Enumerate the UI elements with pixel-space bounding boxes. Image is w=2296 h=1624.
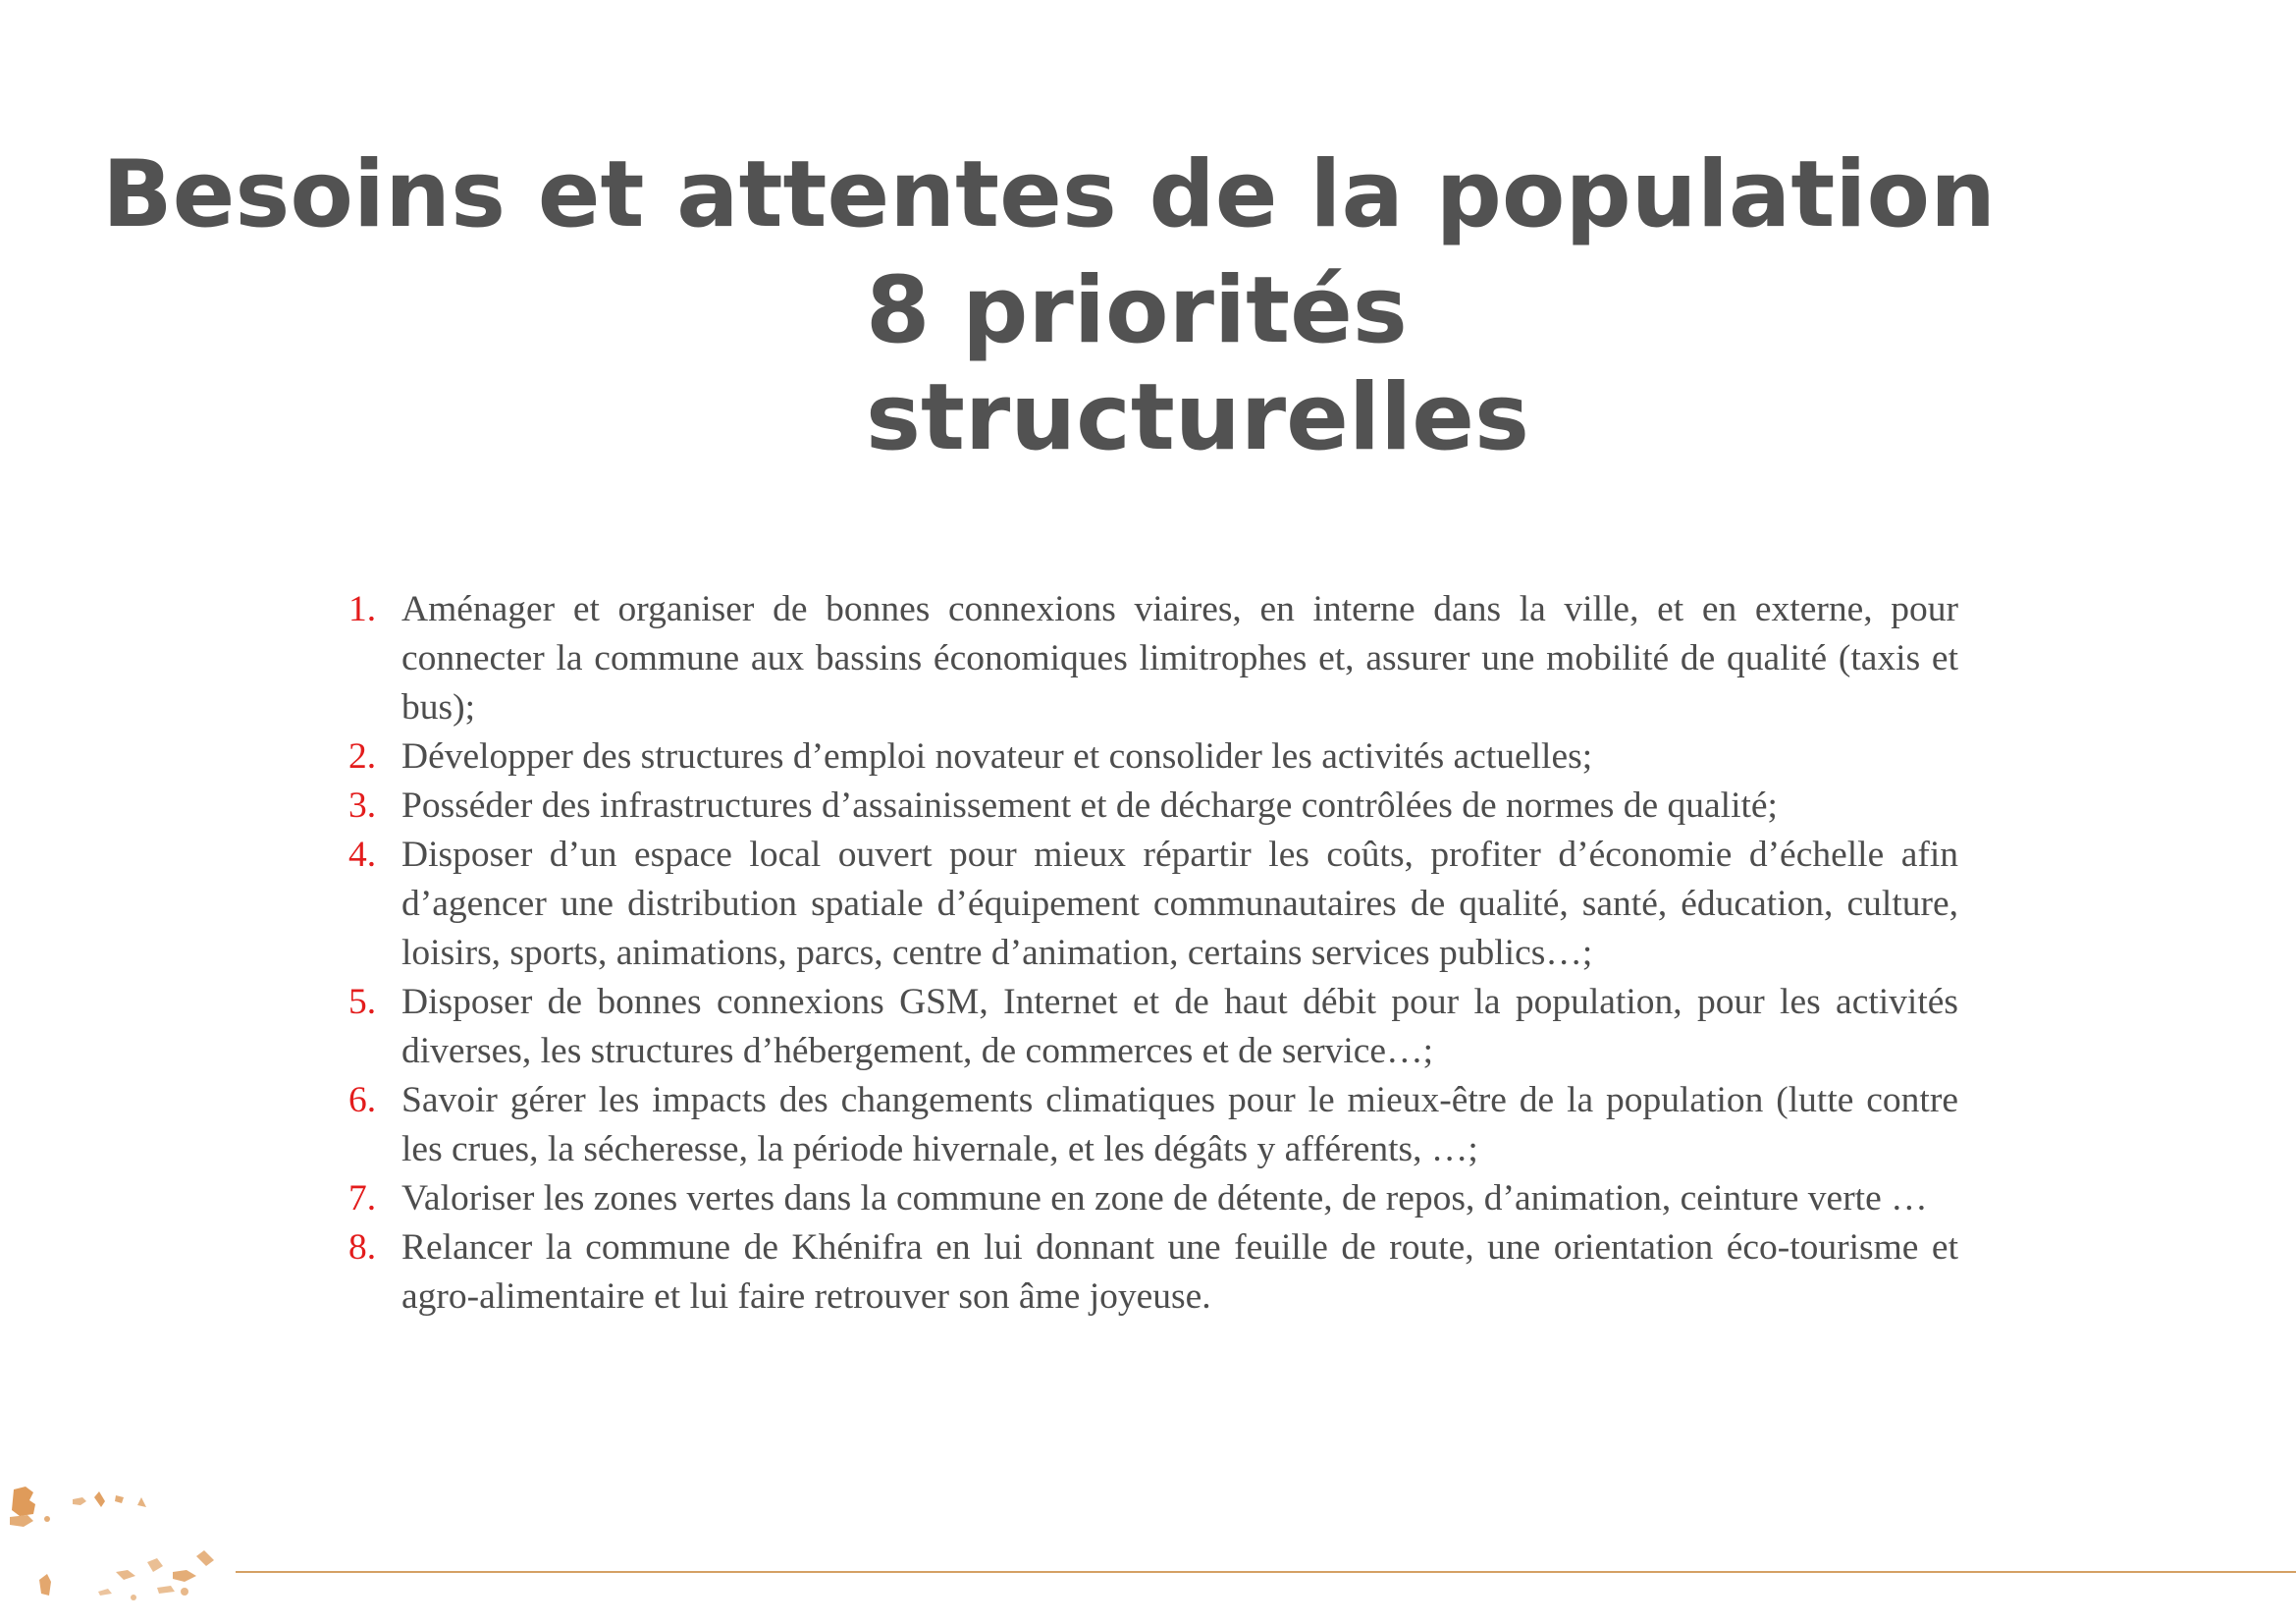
priority-number: 5. bbox=[348, 982, 377, 1022]
priority-text: Développer des structures d’emploi novateur et consolider les activités actuelles; bbox=[401, 736, 1593, 777]
priority-text: Disposer de bonnes connexions GSM, Internet et de haut débit pour la population, pour les activités diverses, les structures d’hébergement, de commerces et de service…; bbox=[401, 982, 1958, 1071]
priority-item-5 bbox=[348, 978, 1958, 1076]
title-line-2: 8 priorités bbox=[866, 257, 1408, 364]
priority-list bbox=[348, 585, 1958, 1322]
priority-number: 4. bbox=[348, 835, 377, 875]
priority-text: Posséder des infrastructures d’assainissement et de décharge contrôlées de normes de qualité; bbox=[401, 785, 1778, 826]
priority-text: Relancer la commune de Khénifra en lui donnant une feuille de route, une orientation éco-tourisme et agro-alimentaire et lui faire retrouver son âme joyeuse. bbox=[401, 1227, 1958, 1317]
priority-text: Savoir gérer les impacts des changements climatiques pour le mieux-être de la population (lutte contre les crues, la sécheresse, la période hivernale, et les dégâts y afférents, …; bbox=[401, 1080, 1958, 1169]
footer-divider bbox=[236, 1571, 2296, 1573]
priority-item-8 bbox=[348, 1223, 1958, 1322]
title-line-3: structurelles bbox=[866, 364, 1529, 471]
priority-number: 1. bbox=[348, 589, 377, 629]
priority-item-1 bbox=[348, 585, 1958, 732]
priority-number: 6. bbox=[348, 1080, 377, 1120]
priority-item-2 bbox=[348, 732, 1958, 782]
priority-number: 3. bbox=[348, 785, 377, 826]
priority-number: 7. bbox=[348, 1178, 377, 1218]
priority-text: Disposer d’un espace local ouvert pour mieux répartir les coûts, profiter d’économie d’échelle afin d’agencer une distribution spatiale d’équipement communautaires de qualité, santé, éducation, culture, loisirs, sports, animations, parcs, centre d’animation, certains services publics…; bbox=[401, 835, 1958, 973]
priority-item-4 bbox=[348, 831, 1958, 978]
priority-item-7 bbox=[348, 1174, 1958, 1223]
priority-number: 8. bbox=[348, 1227, 377, 1268]
priority-text: Aménager et organiser de bonnes connexions viaires, en interne dans la ville, et en externe, pour connecter la commune aux bassins économiques limitrophes et, assurer une mobilité de qualité (taxis et bus); bbox=[401, 589, 1958, 728]
priority-text: Valoriser les zones vertes dans la commune en zone de détente, de repos, d’animation, ceinture verte … bbox=[401, 1178, 1928, 1218]
decorative-logo-icon bbox=[0, 1478, 245, 1624]
priority-item-6 bbox=[348, 1076, 1958, 1174]
title-line-1: Besoins et attentes de la population bbox=[102, 141, 1997, 248]
priority-item-3 bbox=[348, 782, 1958, 831]
priority-number: 2. bbox=[348, 736, 377, 777]
